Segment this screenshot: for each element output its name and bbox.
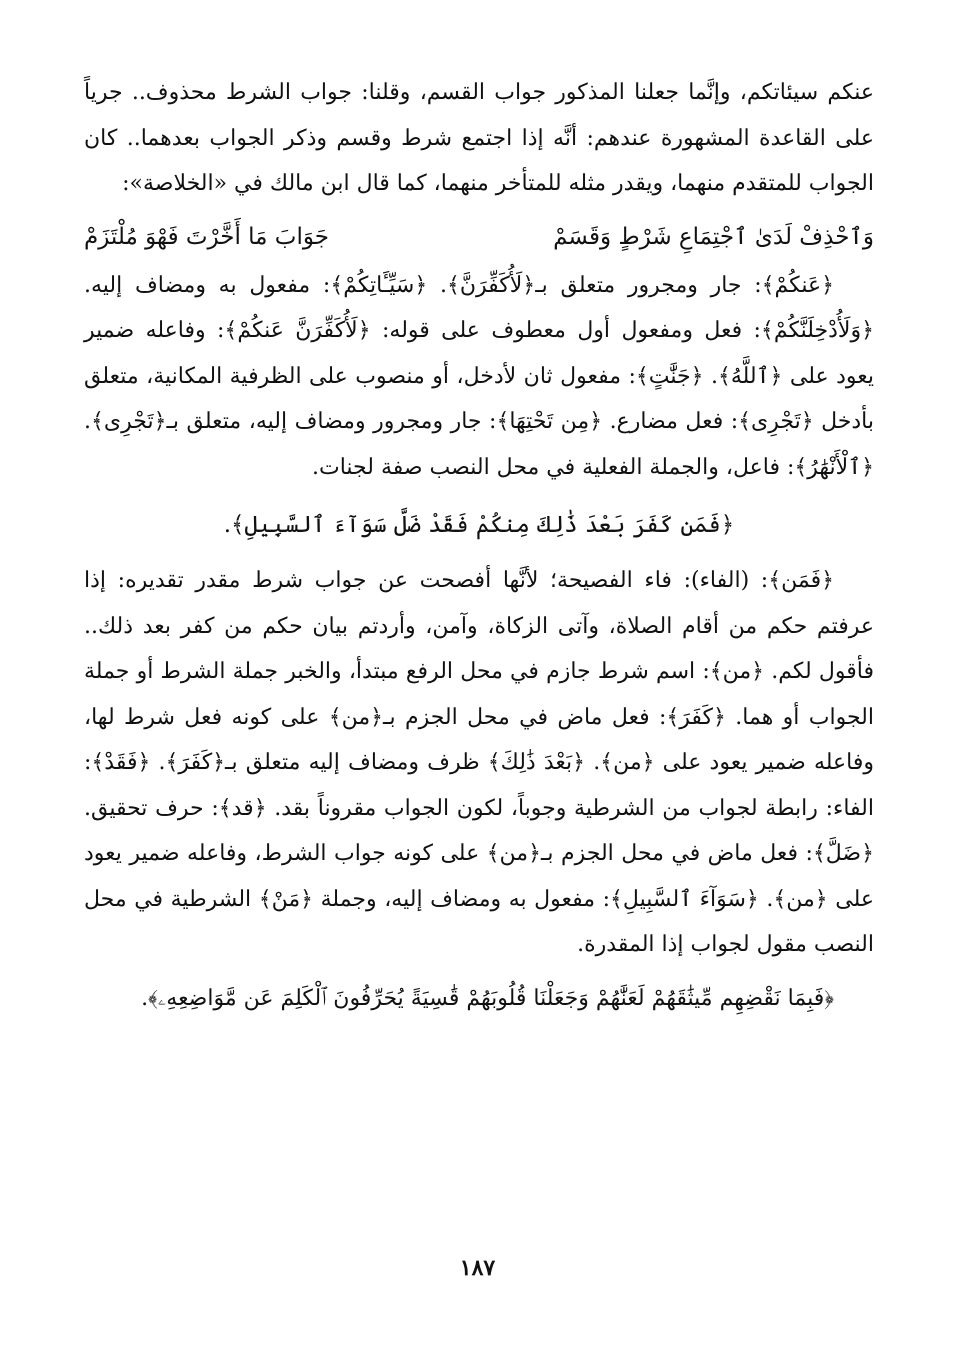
quran-verse-1: ﴿فَمَن كَفَرَ بَعْدَ ذَٰلِكَ مِنكُمْ فَقَدْ ضَلَّ سَوَآءَ ٱلسَّبِيلِ﴾. [223, 512, 735, 538]
irab-paragraph-1: ﴿عَنكُمْ﴾: جار ومجرور متعلق بـ﴿لَأُكَفِّرَنَّ﴾. ﴿سَيِّـَٔاتِكُمْ﴾: مفعول به ومضاف إليه. ﴿وَلَأُدْخِلَنَّكُمْ﴾: فعل ومفعول أول معطوف على قوله: ﴿لَأُكَفِّرَنَّ عَنكُمْ﴾: وفاعله ضمير يعود على ﴿ٱللَّهُ﴾. ﴿جَنَّٰتٍ﴾: مفعول ثان لأدخل، أو منصوب على الظرفية المكانية، متعلق بأدخل ﴿تَجْرِى﴾: فعل مضارع. ﴿مِن تَحْتِهَا﴾: جار ومجرور ومضاف إليه، متعلق بـ﴿تَجْرِى﴾. ﴿ٱلْأَنْهَٰرُ﴾: فاعل، والجملة الفعلية في محل النصب صفة لجنات. [84, 272, 874, 480]
quran-verse-2: ﴿فَبِمَا نَقْضِهِم مِّيثَٰقَهُمْ لَعَنَّٰهُمْ وَجَعَلْنَا قُلُوبَهُمْ قَٰسِيَةً يُحَرِّفُونَ ٱلْكَلِمَ عَن مَّوَاضِعِهِۦ﴾. [141, 985, 834, 1011]
intro-paragraph: عنكم سيئاتكم، وإنَّما جعلنا المذكور جواب القسم، وقلنا: جواب الشرط محذوف.. جرياً على القاعدة المشهورة عندهم: أنَّه إذا اجتمع شرط وقسم وذكر الجواب بعدهما.. كان الجواب للمتقدم منهما، ويقدر مثله للمتأخر منهما، كما قال ابن مالك في «الخلاصة»: [84, 80, 874, 196]
page-body [84, 70, 874, 1021]
irab-paragraph-2: ﴿فَمَن﴾: (الفاء): فاء الفصيحة؛ لأنَّها أفصحت عن جواب شرط مقدر تقديره: إذا عرفتم حكم من أقام الصلاة، وآتى الزكاة، وآمن، وأردتم بيان حكم من كفر بعد ذلك.. فأقول لكم. ﴿من﴾: اسم شرط جازم في محل الرفع مبتدأ، والخبر جملة الشرط أو جملة الجواب أو هما. ﴿كَفَرَ﴾: فعل ماض في محل الجزم بـ﴿من﴾ على كونه فعل شرط لها، وفاعله ضمير يعود على ﴿من﴾. ﴿بَعْدَ ذَٰلِكَ﴾ ظرف ومضاف إليه متعلق بـ﴿كَفَرَ﴾. ﴿فَقَدْ﴾: الفاء: رابطة لجواب من الشرطية وجوباً، لكون الجواب مقروناً بقد. ﴿قد﴾: حرف تحقيق. ﴿ضَلَّ﴾: فعل ماض في محل الجزم بـ﴿من﴾ على كونه جواب الشرط، وفاعله ضمير يعود على ﴿من﴾. ﴿سَوَآءَ ٱلسَّبِيلِ﴾: مفعول به ومضاف إليه، وجملة ﴿مَنْ﴾ الشرطية في محل النصب مقول لجواب إذا المقدرة. [84, 568, 874, 957]
page-number: ١٨٧ [459, 1255, 496, 1281]
poem-second-hemistich: جَوَابَ مَا أَخَّرْتَ فَهْوَ مُلْتَزَمْ [84, 223, 329, 250]
poem-first-hemistich: وَٱحْذِفْ لَدَىٰ ٱجْتِمَاعِ شَرْطٍ وَقَسَمْ [553, 223, 874, 250]
poetry-verse [84, 213, 874, 261]
